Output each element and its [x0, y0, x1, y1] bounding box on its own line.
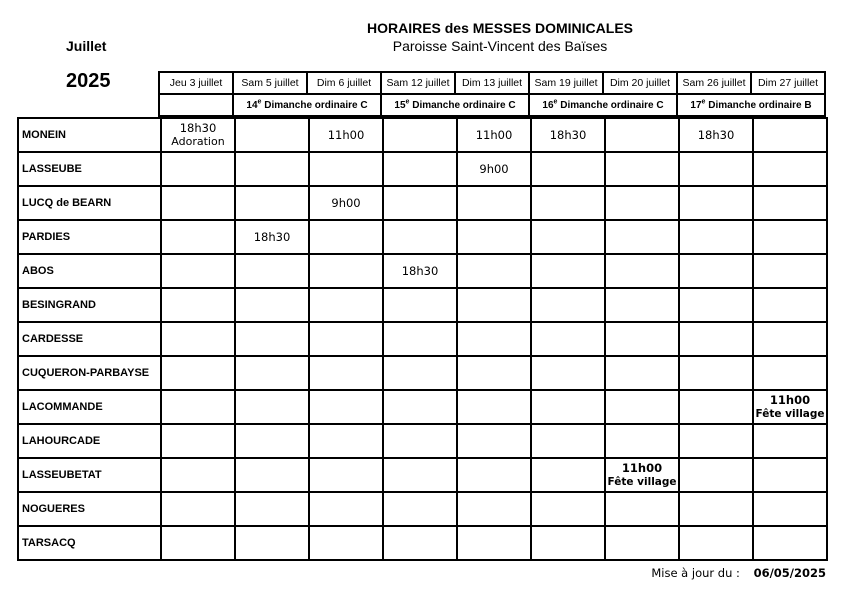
schedule-cell [531, 492, 605, 526]
schedule-cell [161, 424, 235, 458]
schedule-cell [679, 424, 753, 458]
sunday-label: 14e Dimanche ordinaire C [233, 94, 381, 116]
schedule-cell [383, 424, 457, 458]
schedule-cell [161, 118, 235, 152]
schedule-cell [161, 186, 235, 220]
schedule-cell [753, 458, 827, 492]
schedule-cell [605, 118, 679, 152]
mass-time: 11h00 [327, 128, 365, 142]
table-row [18, 322, 827, 356]
schedule-cell [235, 118, 309, 152]
table-row [18, 254, 827, 288]
mass-time: 18h30 [179, 121, 217, 135]
schedule-cell [161, 526, 235, 560]
schedule-cell [235, 220, 309, 254]
schedule-cell [383, 390, 457, 424]
schedule-cell [531, 118, 605, 152]
schedule-cell [679, 458, 753, 492]
village-name: BESINGRAND [18, 288, 161, 322]
schedule-cell [679, 288, 753, 322]
schedule-cell [605, 356, 679, 390]
mass-time: 18h30 [549, 128, 587, 142]
schedule-cell [679, 220, 753, 254]
schedule-cell [309, 186, 383, 220]
schedule-cell [531, 424, 605, 458]
village-name: LASSEUBE [18, 152, 161, 186]
table-row [18, 424, 827, 458]
schedule-cell [457, 152, 531, 186]
table-row [18, 220, 827, 254]
schedule-cell [753, 254, 827, 288]
schedule-cell [531, 526, 605, 560]
schedule-cell [605, 526, 679, 560]
schedule-cell [383, 526, 457, 560]
schedule-cell [679, 356, 753, 390]
schedule-cell [309, 118, 383, 152]
table-row [18, 152, 827, 186]
schedule-cell [309, 322, 383, 356]
schedule-cell [605, 288, 679, 322]
schedule-cell [309, 526, 383, 560]
sunday-label: 17e Dimanche ordinaire B [677, 94, 825, 116]
table-row [18, 288, 827, 322]
schedule-cell [457, 390, 531, 424]
schedule-cell [457, 322, 531, 356]
village-name: LASSEUBETAT [18, 458, 161, 492]
day-header: Dim 13 juillet [455, 72, 529, 94]
schedule-cell [383, 118, 457, 152]
schedule-cell [383, 356, 457, 390]
schedule-cell [309, 152, 383, 186]
mass-note: Fête village [755, 408, 825, 420]
schedule-cell [605, 424, 679, 458]
schedule-cell [679, 526, 753, 560]
schedule-cell [605, 186, 679, 220]
schedule-cell [531, 458, 605, 492]
schedule-cell [531, 220, 605, 254]
header-table [158, 71, 826, 117]
schedule-cell [161, 322, 235, 356]
schedule-cell [457, 220, 531, 254]
schedule-cell [161, 152, 235, 186]
schedule-cell [531, 390, 605, 424]
schedule-cell [383, 288, 457, 322]
mass-time: 18h30 [697, 128, 735, 142]
schedule-cell [309, 492, 383, 526]
day-header: Sam 19 juillet [529, 72, 603, 94]
village-name: CARDESSE [18, 322, 161, 356]
table-row [18, 526, 827, 560]
village-name: ABOS [18, 254, 161, 288]
day-header: Sam 26 juillet [677, 72, 751, 94]
mass-time: 11h00 [475, 128, 513, 142]
village-name: PARDIES [18, 220, 161, 254]
schedule-cell [753, 118, 827, 152]
schedule-cell [235, 186, 309, 220]
schedule-cell [753, 186, 827, 220]
day-header: Dim 20 juillet [603, 72, 677, 94]
mass-time: 11h00 [769, 393, 811, 407]
schedule-cell [753, 390, 827, 424]
update-footer [651, 566, 826, 580]
day-header: Sam 5 juillet [233, 72, 307, 94]
schedule-cell [457, 356, 531, 390]
schedule-cell [383, 492, 457, 526]
schedule-cell [457, 118, 531, 152]
schedule-cell [753, 288, 827, 322]
village-name: LAHOURCADE [18, 424, 161, 458]
sundays-row [159, 94, 825, 116]
schedule-cell [383, 152, 457, 186]
mass-note: Fête village [607, 476, 677, 488]
schedule-cell [531, 254, 605, 288]
schedule-cell [235, 424, 309, 458]
schedule-cell [679, 186, 753, 220]
schedule-cell [235, 492, 309, 526]
schedule-cell [235, 390, 309, 424]
table-row [18, 390, 827, 424]
mass-time: 9h00 [479, 162, 509, 176]
day-header: Sam 12 juillet [381, 72, 455, 94]
day-header: Dim 27 juillet [751, 72, 825, 94]
village-name: LACOMMANDE [18, 390, 161, 424]
schedule-cell [457, 288, 531, 322]
table-row [18, 492, 827, 526]
schedule-table [17, 117, 828, 561]
schedule-cell [457, 526, 531, 560]
schedule-cell [161, 492, 235, 526]
page-subtitle: Paroisse Saint-Vincent des Baïses [392, 38, 608, 54]
schedule-cell [753, 220, 827, 254]
empty-header-cell [159, 94, 233, 116]
schedule-cell [161, 356, 235, 390]
schedule-cell [531, 186, 605, 220]
sunday-label: 15e Dimanche ordinaire C [381, 94, 529, 116]
schedule-cell [161, 458, 235, 492]
schedule-cell [309, 220, 383, 254]
schedule-cell [605, 152, 679, 186]
schedule-cell [457, 492, 531, 526]
schedule-cell [679, 118, 753, 152]
update-date: 06/05/2025 [753, 566, 826, 580]
schedule-cell [531, 356, 605, 390]
schedule-cell [605, 220, 679, 254]
sunday-label: 16e Dimanche ordinaire C [529, 94, 677, 116]
schedule-cell [679, 322, 753, 356]
schedule-cell [235, 458, 309, 492]
schedule-cell [679, 492, 753, 526]
schedule-cell [235, 526, 309, 560]
village-name: MONEIN [18, 118, 161, 152]
month-label: Juillet [66, 38, 107, 54]
schedule-cell [531, 288, 605, 322]
schedule-cell [235, 322, 309, 356]
village-name: CUQUERON-PARBAYSE [18, 356, 161, 390]
schedule-cell [605, 458, 679, 492]
mass-note: Adoration [171, 135, 225, 148]
schedule-cell [161, 288, 235, 322]
schedule-cell [679, 254, 753, 288]
mass-time: 9h00 [331, 196, 361, 210]
schedule-cell [457, 254, 531, 288]
table-row [18, 356, 827, 390]
schedule-cell [753, 424, 827, 458]
schedule-cell [383, 186, 457, 220]
schedule-cell [161, 390, 235, 424]
schedule-cell [235, 254, 309, 288]
table-row [18, 118, 827, 152]
mass-time: 11h00 [621, 461, 663, 475]
schedule-cell [605, 322, 679, 356]
day-header: Dim 6 juillet [307, 72, 381, 94]
schedule-cell [309, 288, 383, 322]
village-name: NOGUERES [18, 492, 161, 526]
page-title: HORAIRES des MESSES DOMINICALES [366, 20, 634, 36]
schedule-cell [383, 322, 457, 356]
day-header: Jeu 3 juillet [159, 72, 233, 94]
table-row [18, 458, 827, 492]
schedule-cell [679, 152, 753, 186]
schedule-cell [679, 390, 753, 424]
schedule-cell [309, 424, 383, 458]
schedule-cell [753, 152, 827, 186]
schedule-cell [383, 220, 457, 254]
schedule-cell [383, 458, 457, 492]
schedule-cell [457, 186, 531, 220]
village-name: LUCQ de BEARN [18, 186, 161, 220]
days-row [159, 72, 825, 94]
schedule-cell [531, 152, 605, 186]
schedule-cell [161, 220, 235, 254]
schedule-cell [309, 356, 383, 390]
schedule-cell [753, 526, 827, 560]
year-label: 2025 [66, 70, 111, 92]
schedule-cell [235, 152, 309, 186]
schedule-cell [457, 458, 531, 492]
schedule-cell [309, 458, 383, 492]
schedule-cell [383, 254, 457, 288]
schedule-cell [605, 254, 679, 288]
schedule-cell [531, 322, 605, 356]
schedule-cell [605, 390, 679, 424]
village-name: TARSACQ [18, 526, 161, 560]
mass-time: 18h30 [253, 230, 291, 244]
schedule-cell [605, 492, 679, 526]
schedule-cell [235, 356, 309, 390]
update-label: Mise à jour du : [651, 566, 740, 580]
schedule-cell [309, 254, 383, 288]
schedule-cell [457, 424, 531, 458]
schedule-cell [309, 390, 383, 424]
schedule-cell [753, 492, 827, 526]
table-row [18, 186, 827, 220]
mass-time: 18h30 [401, 264, 439, 278]
schedule-cell [753, 322, 827, 356]
schedule-cell [161, 254, 235, 288]
schedule-cell [753, 356, 827, 390]
schedule-cell [235, 288, 309, 322]
